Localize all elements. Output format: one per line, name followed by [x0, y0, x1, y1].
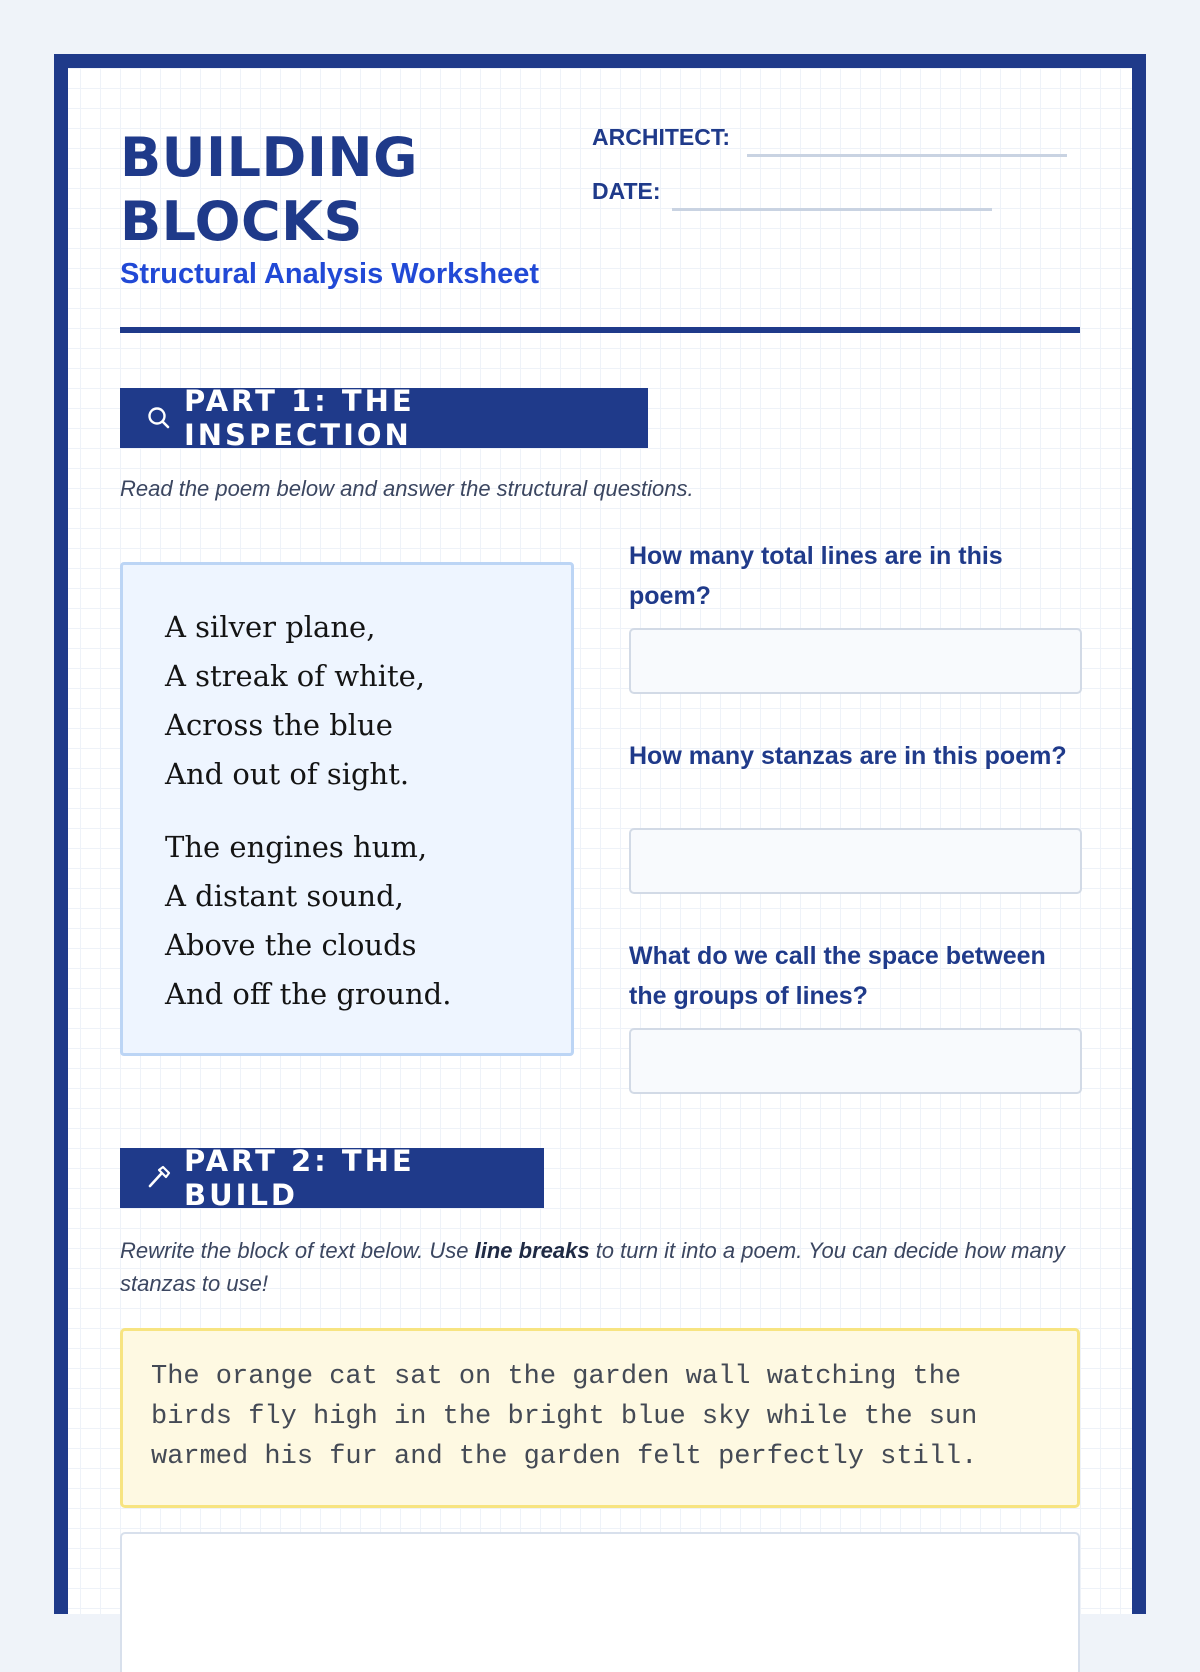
page-subtitle: Structural Analysis Worksheet	[120, 258, 540, 290]
architect-name-line[interactable]	[747, 154, 1067, 157]
date-line[interactable]	[672, 208, 992, 211]
title-line-2: BLOCKS	[120, 190, 363, 253]
part1-heading-label: PART 1: THE INSPECTION	[184, 384, 415, 452]
part1-heading	[120, 384, 648, 452]
title-line-1: BUILDING	[120, 126, 418, 189]
prose-block: The orange cat sat on the garden wall watching the birds fly high in the bright blue sky while the sun warmed his fur and the garden felt perfectly still.	[120, 1328, 1080, 1508]
part1-instructions: Read the poem below and answer the structural questions.	[120, 476, 694, 501]
poem-line: And off the ground.	[165, 977, 452, 1011]
part2-instructions	[120, 1234, 1080, 1300]
question-1: How many total lines are in this poem?	[629, 542, 1003, 610]
poem-line: The engines hum,	[165, 830, 428, 864]
poem-line: A silver plane,	[165, 610, 376, 644]
poem-line: Across the blue	[165, 708, 393, 742]
page-title	[120, 126, 418, 254]
poem-line: A distant sound,	[165, 879, 404, 913]
question-3: What do we call the space between the groups of lines?	[629, 942, 1046, 1010]
poem-rewrite-area[interactable]	[120, 1532, 1080, 1672]
architect-label: ARCHITECT:	[592, 124, 730, 150]
search-icon	[146, 405, 172, 431]
part2-heading-label: PART 2: THE BUILD	[184, 1144, 415, 1212]
poem-stanza-1	[165, 603, 571, 799]
question-2: How many stanzas are in this poem?	[629, 742, 1067, 770]
answer-field-2[interactable]	[629, 828, 1082, 894]
poem-line: A streak of white,	[165, 659, 426, 693]
worksheet-page	[54, 54, 1146, 1614]
answer-field-1[interactable]	[629, 628, 1082, 694]
part2-instructions-start: Rewrite the block of text below. Use	[120, 1238, 475, 1263]
part2-instructions-emphasis: line breaks	[474, 1238, 590, 1263]
part2-instructions-end: to turn it into a poem. You can decide how many stanzas to use!	[120, 1238, 1065, 1296]
poem-line: And out of sight.	[165, 757, 410, 791]
poem-stanza-2	[165, 823, 571, 1019]
date-label: DATE:	[592, 178, 661, 204]
part2-heading	[120, 1144, 544, 1212]
header-divider	[120, 327, 1080, 333]
answer-field-3[interactable]	[629, 1028, 1082, 1094]
poem-box	[120, 562, 574, 1056]
hammer-icon	[146, 1165, 172, 1191]
poem-line: Above the clouds	[165, 928, 417, 962]
